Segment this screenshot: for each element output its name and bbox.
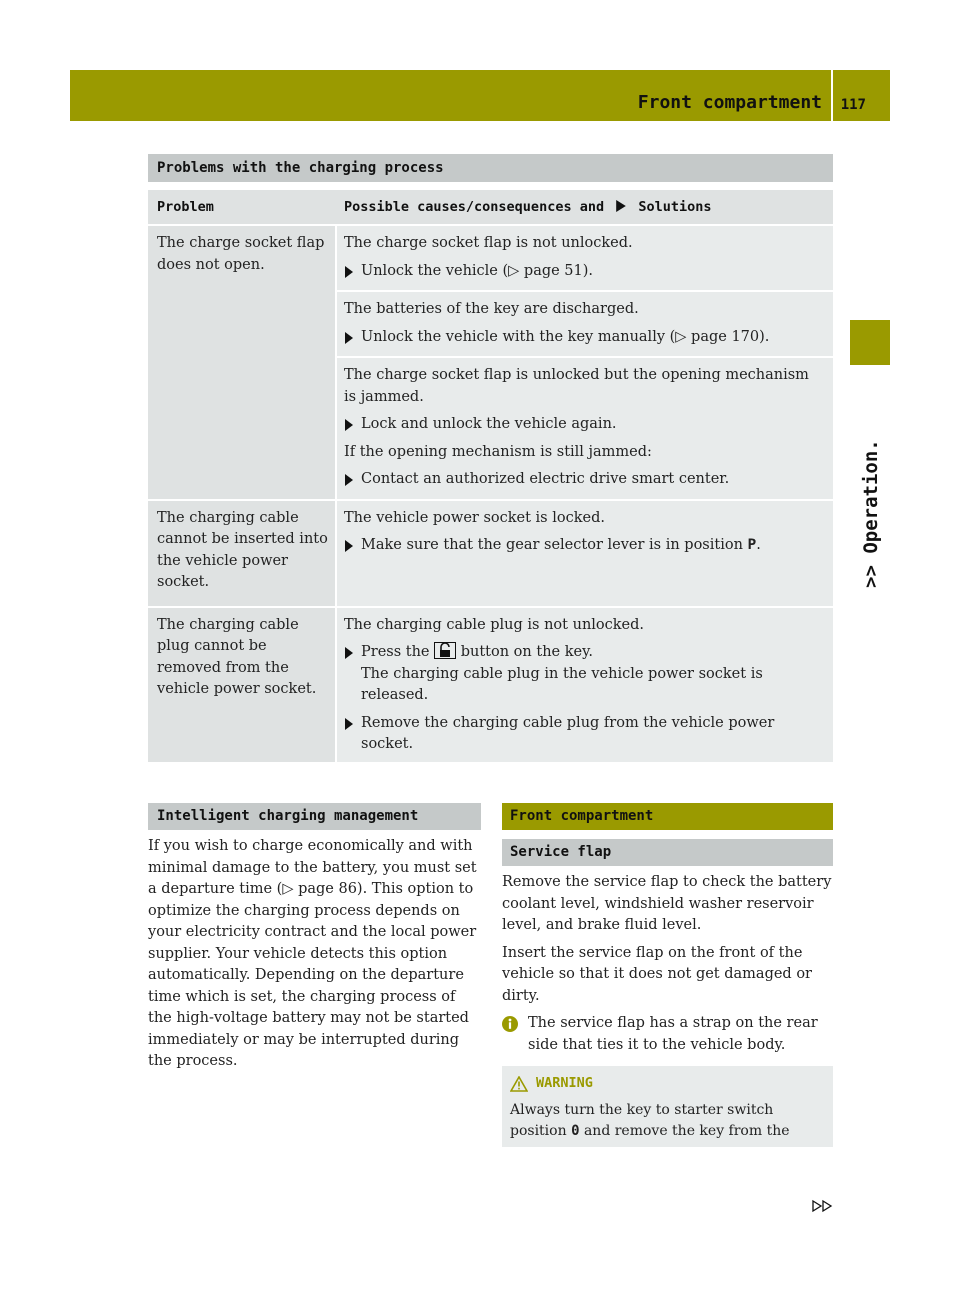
- step-text: Contact an authorized electric drive smart center.: [361, 471, 730, 487]
- cause-text: The charge socket flap is unlocked but the opening mechanism is jammed.: [344, 367, 809, 405]
- step-text: Press the: [361, 644, 430, 660]
- warning-text: [510, 1100, 825, 1143]
- warning-label: WARNING: [536, 1075, 593, 1091]
- page-title: Front compartment: [637, 92, 822, 113]
- section-tab-marker: [850, 320, 890, 365]
- section-heading: Front compartment: [502, 803, 833, 830]
- step-item: [344, 261, 825, 283]
- starter-position: 0: [571, 1123, 580, 1139]
- body-paragraph: Insert the service flap on the front of the vehicle so that it does not get damaged or dirty.: [502, 944, 812, 1004]
- column-header-problem: Problem: [157, 199, 214, 215]
- solution-block: [337, 292, 833, 356]
- section-side-label-text: >> Operation.: [860, 439, 882, 588]
- column-header-solutions-prefix: Possible causes/consequences and: [344, 199, 605, 215]
- section-heading: Intelligent charging management: [148, 803, 481, 830]
- step-text: Lock and unlock the vehicle again.: [361, 416, 617, 432]
- step-text: Remove the charging cable plug from the vehicle power socket.: [361, 714, 775, 752]
- warning-text-end: and remove the key from the: [579, 1123, 790, 1139]
- warning-triangle-icon: [510, 1076, 528, 1092]
- table-title: Problems with the charging process: [148, 154, 833, 182]
- arrow-right-icon: [344, 332, 354, 344]
- table-row: [148, 226, 833, 499]
- unlock-key-icon: [434, 642, 456, 659]
- intelligent-charging-section: [148, 803, 481, 1073]
- warning-header: [510, 1073, 825, 1095]
- section-side-label: [852, 378, 888, 598]
- step-text: Unlock the vehicle with the key manually (▷ page 170).: [361, 328, 770, 345]
- table-row: [148, 608, 833, 762]
- warning-text-start: Always turn the key to starter switch position: [510, 1101, 774, 1139]
- body-paragraph: Remove the service flap to check the battery coolant level, windshield washer reservoir level, and brake fluid level.: [502, 874, 832, 933]
- info-note: [502, 1013, 833, 1056]
- column-header-solutions: [335, 190, 833, 224]
- solution-block: [337, 608, 833, 762]
- arrow-right-icon: [344, 419, 354, 431]
- page-number: 117: [840, 97, 866, 113]
- step-item: [344, 713, 825, 756]
- arrow-right-icon: [344, 540, 354, 552]
- solution-block: [337, 358, 833, 499]
- problem-cell: The charge socket flap does not open.: [148, 226, 335, 499]
- cause-text: The vehicle power socket is locked.: [344, 509, 605, 526]
- step-result: The charging cable plug in the vehicle power socket is released.: [361, 665, 763, 703]
- header-divider: [831, 70, 833, 121]
- solution-block: [337, 501, 833, 606]
- step-item: [344, 535, 825, 557]
- warning-box: [502, 1066, 833, 1147]
- info-icon: [502, 1016, 518, 1032]
- subsection-heading: Service flap: [502, 839, 833, 866]
- front-compartment-section: [502, 803, 833, 1147]
- gear-position: P: [747, 537, 757, 553]
- arrow-right-icon: [344, 266, 354, 278]
- problem-cell: The charging cable plug cannot be removed from the vehicle power socket.: [148, 608, 335, 762]
- step-text: Make sure that the gear selector lever is in position: [361, 537, 748, 553]
- note-text: If the opening mechanism is still jammed:: [344, 443, 652, 460]
- step-text-end: .: [756, 537, 761, 553]
- arrow-right-icon: [344, 647, 354, 659]
- step-text-cont: button on the key.: [460, 644, 593, 660]
- continue-icon: [811, 1198, 835, 1214]
- cause-text: The batteries of the key are discharged.: [344, 301, 639, 317]
- info-text: The service flap has a strap on the rear side that ties it to the vehicle body.: [528, 1015, 818, 1053]
- body-paragraph: If you wish to charge economically and with minimal damage to the battery, you must set a departure time (▷ page 86). This option to optimize the charging process depends on your electricity contract and the local power supplier. Your vehicle detects this option automatically. Depending on the departure time which is set, the charging process of the high-voltage battery may not be started immediately or may be interrupted during the process.: [148, 838, 477, 1069]
- step-item: [344, 327, 825, 349]
- solution-block: [337, 226, 833, 290]
- arrow-right-icon: [344, 474, 354, 486]
- step-item: [344, 642, 825, 707]
- arrow-right-icon: [344, 718, 354, 730]
- problem-cell: The charging cable cannot be inserted into the vehicle power socket.: [148, 501, 335, 606]
- arrow-right-icon: [615, 200, 627, 212]
- table-header-row: [148, 190, 833, 224]
- step-item: [344, 469, 825, 491]
- step-item: [344, 414, 825, 436]
- cause-text: The charging cable plug is not unlocked.: [344, 616, 645, 633]
- problems-table: [148, 154, 833, 762]
- column-header-solutions-suffix: Solutions: [638, 199, 712, 215]
- step-text: Unlock the vehicle (▷ page 51).: [361, 262, 594, 279]
- cause-text: The charge socket flap is not unlocked.: [344, 235, 633, 251]
- page-header: [70, 70, 890, 121]
- table-row: [148, 501, 833, 606]
